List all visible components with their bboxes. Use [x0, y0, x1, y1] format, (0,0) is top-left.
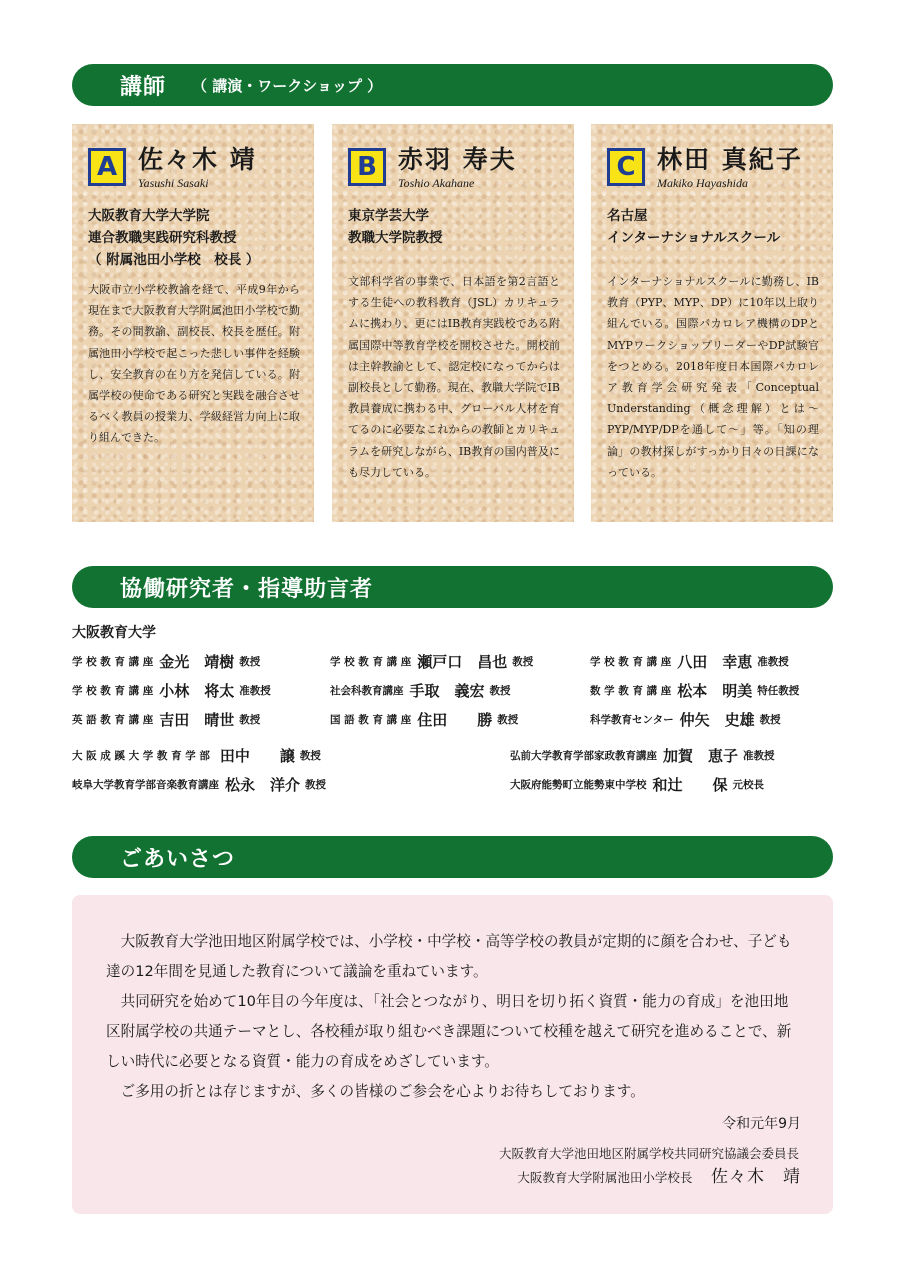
collaborator-row — [590, 650, 789, 672]
collaborator-name: 和辻 保 — [652, 775, 728, 794]
greeting-signer-title-2: 大阪教育大学附属池田小学校長 — [517, 1170, 693, 1185]
lecturer-affiliation — [607, 205, 819, 249]
collaborator-name: 手取 義宏 — [409, 681, 485, 700]
collaborator-title: 教授 — [512, 655, 534, 668]
collaborator-dept: 学 校 教 育 講 座 — [72, 684, 154, 697]
lecturer-bio: インターナショナルスクールに勤務し、IB教育（PYP、MYP、DP）に10年以上取り組んでいる。国際バカロレア機構のDPとMYPワークショップリーダーやDP試験官をつとめる。2018年度日本国際バカロレア教育学会研究発表「Conceptual Understanding（概念理解）とは〜PYP/MYP/DPを通して〜」等。「知の理論」の教材探しがすっかり日々の日課になっている。 — [607, 275, 819, 479]
affiliation-line: （ 附属池田小学校 校長 ） — [88, 252, 260, 268]
collaborator-title: 教授 — [239, 655, 261, 668]
collaborator-dept: 弘前大学教育学部家政教育講座 — [510, 749, 657, 762]
section-header-collaborators — [72, 566, 833, 608]
collaborator-row — [72, 708, 260, 730]
collaborator-title: 准教授 — [239, 684, 271, 697]
greeting-signer-name: 佐々木 靖 — [711, 1167, 801, 1187]
collaborator-name: 吉田 晴世 — [159, 710, 235, 729]
collaborator-name: 田中 譲 — [219, 746, 295, 765]
lecturer-affiliation — [348, 205, 560, 249]
collaborator-dept: 岐阜大学教育学部音楽教育講座 — [72, 778, 219, 791]
lecturer-bio: 大阪市立小学校教諭を経て、平成9年から現在まで大阪教育大学附属池田小学校で勤務。その間教諭、副校長、校長を歴任。附属池田小学校で起こった悲しい事件を経験し、安全教育の在り方を発信している。附属学校の使命である研究と実践を融合させるべく教員の授業力、学級経営力向上に取り組んできた。 — [88, 283, 300, 445]
university-label: 大阪教育大学 — [72, 625, 156, 641]
lecturer-romaji: Makiko Hayashida — [657, 176, 748, 190]
collaborator-title: 准教授 — [757, 655, 789, 668]
greeting-paragraph: 大阪教育大学池田地区附属学校では、小学校・中学校・高等学校の教員が定期的に顔を合わせ、子ども達の12年間を見通した教育について議論を重ねています。 — [106, 933, 792, 980]
collaborator-row — [330, 650, 533, 672]
collaborator-row — [590, 679, 799, 701]
collaborator-dept: 科学教育センター — [590, 713, 674, 726]
lecturer-romaji: Toshio Akahane — [398, 176, 475, 190]
collaborator-name: 松永 洋介 — [225, 775, 301, 794]
collaborator-row — [72, 744, 321, 766]
collaborator-dept: 社会科教育講座 — [330, 684, 404, 697]
lecturer-bio: 文部科学省の事業で、日本語を第2言語とする生徒への教科教育（JSL）カリキュラムに携わり、更にはIB教育実践校である附属国際中等教育学校を開校させた。開校前は主幹教諭として、認定校になってからは副校長として勤務。現在、教職大学院でIB教員養成に携わる中、グローバル人材を育てるのに必要なこれからの教師とカリキュラムを研究しながら、IB教育の国内普及にも尽力している。 — [348, 275, 560, 479]
collaborator-row — [590, 708, 781, 730]
lecturer-badge: C — [607, 148, 645, 186]
collaborator-dept: 大 阪 成 蹊 大 学 教 育 学 部 — [72, 749, 210, 762]
collaborator-title: 准教授 — [743, 749, 775, 762]
collaborator-row — [330, 708, 518, 730]
affiliation-line: インターナショナルスクール — [607, 230, 781, 246]
section-header-lecturers — [72, 64, 833, 106]
lecturer-card-c — [591, 124, 833, 522]
collaborator-dept: 大阪府能勢町立能勢東中学校 — [510, 778, 647, 791]
collaborator-title: 教授 — [489, 684, 511, 697]
lecturer-badge: B — [348, 148, 386, 186]
collaborator-dept: 学 校 教 育 講 座 — [72, 655, 154, 668]
collaborator-title: 特任教授 — [757, 684, 800, 697]
greeting-signer-title-1: 大阪教育大学池田地区附属学校共同研究協議会委員長 — [498, 1146, 799, 1161]
collaborator-dept: 学 校 教 育 講 座 — [590, 655, 672, 668]
collaborator-dept: 学 校 教 育 講 座 — [330, 655, 412, 668]
collaborator-row — [510, 744, 775, 766]
collaborator-dept: 国 語 教 育 講 座 — [330, 713, 412, 726]
affiliation-line: 教職大学院教授 — [348, 230, 443, 246]
lecturer-badge: A — [88, 148, 126, 186]
collaborator-title: 教授 — [759, 713, 781, 726]
section-title: 講師 — [120, 74, 167, 100]
collaborator-row — [72, 679, 271, 701]
collaborator-name: 松本 明美 — [677, 681, 753, 700]
collaborator-name: 八田 幸恵 — [677, 652, 753, 671]
section-subtitle: （ 講演・ワークショップ ） — [192, 76, 383, 95]
section-title: 協働研究者・指導助言者 — [120, 576, 374, 602]
collaborator-name: 住田 勝 — [417, 710, 493, 729]
collaborator-title: 教授 — [305, 778, 327, 791]
greeting-date: 令和元年9月 — [722, 1116, 801, 1132]
collaborator-name: 仲矢 史雄 — [679, 710, 755, 729]
affiliation-line: 連合教職実践研究科教授 — [88, 230, 237, 246]
collaborator-name: 瀬戸口 昌也 — [417, 652, 508, 671]
lecturer-name: 佐々木 靖 — [138, 145, 257, 174]
section-header-greeting — [72, 836, 833, 878]
affiliation-line: 東京学芸大学 — [348, 208, 429, 224]
collaborator-title: 教授 — [299, 749, 321, 762]
greeting-paragraph: 共同研究を始めて10年目の今年度は、「社会とつながり、明日を切り拓く資質・能力の育成」を池田地区附属学校の共通テーマとし、各校種が取り組むべき課題について校種を越えて研究を進めることで、新しい時代に必要となる資質・能力の育成をめざしています。 — [106, 993, 792, 1070]
lecturer-card-a — [72, 124, 314, 522]
greeting-signature — [106, 1165, 801, 1190]
lecturer-card-b — [332, 124, 574, 522]
collaborator-title: 元校長 — [732, 778, 765, 791]
collaborator-dept: 数 学 教 育 講 座 — [590, 684, 672, 697]
greeting-box — [72, 895, 833, 1214]
collaborator-row — [72, 650, 260, 672]
collaborator-row — [510, 773, 764, 795]
affiliation-line: 名古屋 — [607, 208, 648, 224]
collaborator-name: 小林 将太 — [159, 681, 235, 700]
greeting-paragraph: ご多用の折とは存じますが、多くの皆様のご参会を心よりお待ちしております。 — [120, 1083, 645, 1100]
lecturer-affiliation — [88, 205, 300, 271]
collaborator-name: 加賀 恵子 — [663, 746, 739, 765]
affiliation-line: 大阪教育大学大学院 — [88, 208, 210, 224]
section-title: ごあいさつ — [120, 846, 236, 872]
collaborator-name: 金光 靖樹 — [159, 652, 235, 671]
collaborator-title: 教授 — [239, 713, 261, 726]
collaborator-row — [330, 679, 511, 701]
lecturer-name: 赤羽 寿夫 — [398, 145, 517, 174]
lecturer-name: 林田 真紀子 — [657, 145, 803, 174]
lecturer-romaji: Yasushi Sasaki — [138, 176, 209, 190]
collaborator-title: 教授 — [497, 713, 519, 726]
collaborator-dept: 英 語 教 育 講 座 — [72, 713, 154, 726]
collaborator-row — [72, 773, 326, 795]
